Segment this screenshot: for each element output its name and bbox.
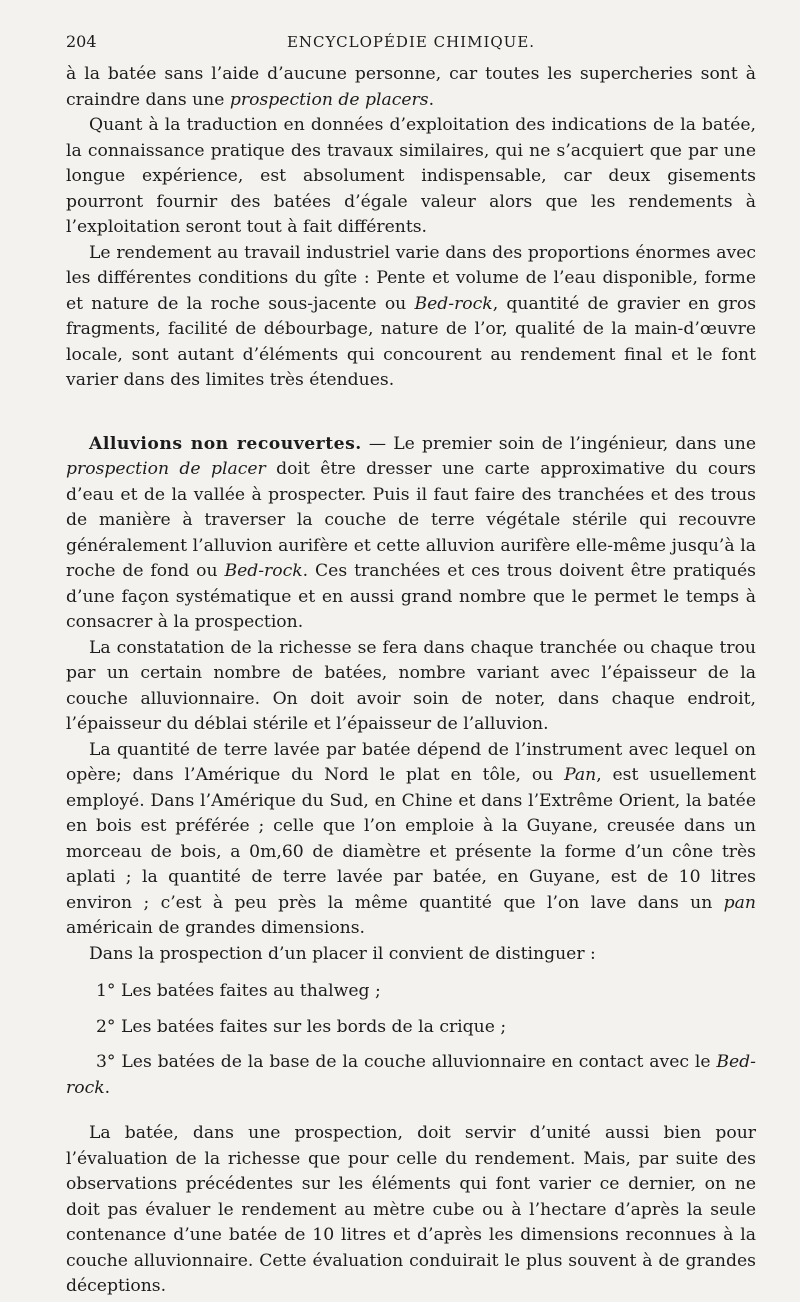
- running-title: ENCYCLOPÉDIE CHIMIQUE.: [286, 33, 536, 51]
- section-heading: Alluvions non recouvertes.: [89, 433, 362, 454]
- page-header: [66, 32, 756, 58]
- list-item: 1° Les batées faites au thalweg ;: [96, 981, 381, 1001]
- section-paragraph: Alluvions non recouvertes. — Le premier soin de l’ingénieur, dans une prospection de placer doit être dresser une carte approximative du cours d’eau et de la vallée à prospecter. Puis il faut faire des tranchées et des trous de manière à traverser la couche de terre végétale stérile qui recouvre généralement l’alluvion aurifère et cette alluvion aurifère elle-même jusqu’à la roche de fond ou Bed-rock. Ces tranchées et ces trous doivent être pratiqués d’une façon systématique et en aussi grand nombre que le permet le temps à consacrer à la prospection.: [66, 433, 756, 632]
- paragraph: La quantité de terre lavée par batée dépend de l’instrument avec lequel on opère; dans l’Amérique du Nord le plat en tôle, ou Pan, est usuellement employé. Dans l’Amérique du Sud, en Chine et dans l’Extrême Orient, la batée en bois est préférée ; celle que l’on emploie à la Guyane, creusée dans un morceau de bois, a 0m,60 de diamètre et présente la forme d’un cône très aplati ; la quantité de terre lavée par batée, en Guyane, est de 10 litres environ ; c’est à peu près la même quantité que l’on lave dans un pan américain de grandes dimensions.: [66, 739, 756, 938]
- page-number: 204: [66, 32, 97, 51]
- paragraph: Quant à la traduction en données d’exploitation des indications de la batée, la connaissance pratique des travaux similaires, qui ne s’acquiert que par une longue expérience, est absolument indispensable, car deux gisements pourront fournir des batées d’égale valeur alors que les rendements à l’exploitation seront tout à fait différents.: [66, 115, 756, 237]
- paragraph: à la batée sans l’aide d’aucune personne, car toutes les supercheries sont à craindre dans une prospection de placers.: [66, 64, 756, 110]
- paragraph: La batée, dans une prospection, doit servir d’unité aussi bien pour l’évaluation de la richesse que pour celle du rendement. Mais, par suite des observations précédentes sur les éléments qui font varier ce dernier, on ne doit pas évaluer le rendement au mètre cube ou à l’hectare d’après la seule contenance d’une batée de 10 litres et d’après les dimensions reconnues à la couche alluvionnaire. Cette évaluation conduirait le plus souvent à de grandes déceptions.: [66, 1123, 756, 1296]
- paragraph: Le rendement au travail industriel varie dans des proportions énormes avec les différentes conditions du gîte : Pente et volume de l’eau disponible, forme et nature de la roche sous-jacente ou Bed-rock, quantité de gravier en gros fragments, facilité de débourbage, nature de l’or, qualité de la main-d’œuvre locale, sont autant d’éléments qui concourent au rendement final et le font varier dans des limites très étendues.: [66, 242, 757, 390]
- list-item: 2° Les batées faites sur les bords de la crique ;: [96, 1016, 507, 1037]
- list-item: 3° Les batées de la base de la couche alluvionnaire en contact avec le Bed-rock.: [66, 1052, 756, 1098]
- paragraph: Dans la prospection d’un placer il convient de distinguer :: [89, 943, 596, 964]
- paragraph: La constatation de la richesse se fera dans chaque tranchée ou chaque trou par un certain nombre de batées, nombre variant avec l’épaisseur de la couche alluvionnaire. On doit avoir soin de noter, dans chaque endroit, l’épaisseur du déblai stérile et l’épaisseur de l’alluvion.: [66, 637, 756, 734]
